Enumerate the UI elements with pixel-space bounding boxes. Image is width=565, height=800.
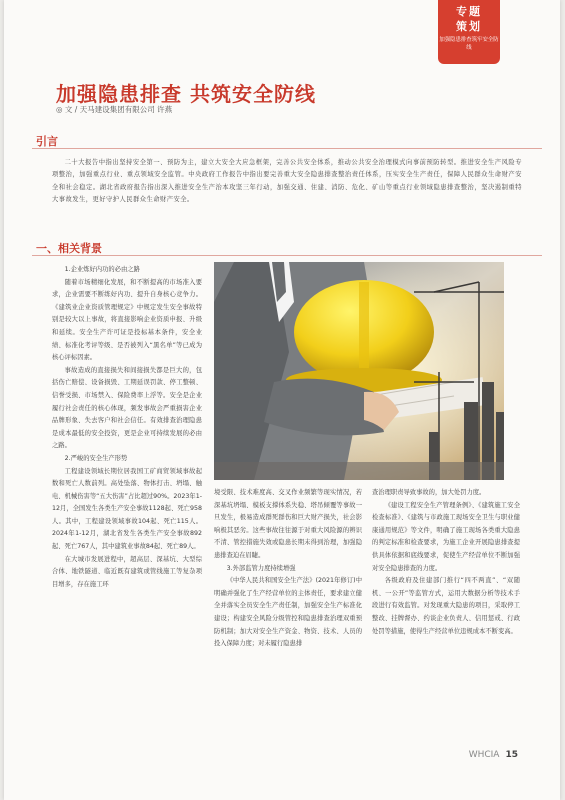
background-heading: 一、相关背景 [36,242,102,255]
footer-brand: WHCIA [468,750,500,760]
hardhat-photo [214,262,504,480]
article-title: 加强隐患排查 共筑安全防线 [56,82,316,106]
paragraph: 查治理职责导致事故的，加大处罚力度。 [372,489,486,496]
paragraph: 事故造成的直接损失和间接损失都是巨大的，包括伤亡赔偿、设备损毁、工期延误罚款、停工整顿、信誉受损、市场禁入、保险费率上浮等。安全是企业履行社会责任的核心体现，频发事故会严重损害企业品牌形象、失去客户和社会信任。有效排查治理隐患是成本最低的安全投资，更是企业可持续发展的必由之路。 [52,366,202,450]
page-footer [469,750,518,760]
topic-badge [438,0,500,64]
article-author: ◎ 文 / 天马建设集团有限公司 许燕 [56,105,173,114]
hardhat-photo-illustration [214,262,504,480]
paragraph: 《建设工程安全生产管理条例》、《建筑施工安全检查标准》、《建筑与市政施工现场安全卫生与职业健康通用规范》等文件，明确了施工现场各类重大隐患的判定标准和检查要求，为施工企业开展隐患排查提供具体依据和底线要求，促使生产经营单位不断加强对安全隐患排查的力度。 [372,501,520,572]
paragraph: 在大城市发展进程中，超高层、深基坑、大型综合体、地铁隧道、临近既有建筑或管线施工等复杂项目增多，存在施工环 [52,555,202,588]
paragraph: 工程建设领域长期位居我国工矿商贸领域事故起数和死亡人数前列。高处坠落、物体打击、坍塌、触电、机械伤害等“五大伤害”占比超过90%。2023年1-12月，全国发生各类生产安全事故1128起、死亡958人。其中，工程建设领域事故104起、死亡115人。2024年1-12月，湖北省发生各类生产安全事故892起、死亡767人，其中建筑业事故84起、死亡89人。 [52,467,202,551]
subheading-1: 1.企业炼好内功的必由之路 [64,266,140,273]
paragraph: 各级政府及住建部门推行“四不两直”、“双随机、一公开”等监管方式，运用大数据分析等技术手段进行有效监管。对发现重大隐患的项目，采取停工整改、挂牌督办、约谈企业负责人、信用惩戒、行政处罚等措施，使得生产经营单位违规成本不断变高。 [372,577,520,635]
paragraph: 《中华人民共和国安全生产法》(2021年修订)中明确并强化了生产经营单位的主体责任，要求建立健全并落实全员安全生产责任制，加强安全生产标准化建设；构建安全风险分级管控和隐患排查治理双重预防机制；加大对安全生产资金、物资、技术、人员的投入保障力度；对未履行隐患排 [214,577,362,648]
paragraph: 境受限、技术难度高、交叉作业频繁等现实情况，若深基坑坍塌、模板支撑体系失稳、塔吊倾覆等事故一旦发生，极易造成群死群伤和巨大财产损失，社会影响极其恶劣。这些事故往往源于对重大风险源的辨识不清、管控措施失效或隐患长期未得到治理，加强隐患排查迫在眉睫。 [214,489,362,559]
column-1 [52,264,202,591]
column-2 [214,487,362,651]
badge-subtitle: 加强隐患排查筑牢安全防线 [439,37,499,51]
column-3 [372,487,520,638]
intro-paragraph: 二十大报告中指出坚持安全第一、预防为主，建立大安全大应急框架，完善公共安全体系，推动公共安全治理模式向事前预防转型。推进安全生产风险专项整治，加强重点行业、重点领域安全监管。中央政府工作报告中指出要完善重大安全隐患排查整治责任体系，压实安全生产责任，保障人民群众生命财产安全和社会稳定。湖北省政府报告指出深入推进安全生产治本攻坚三年行动，加强交通、住建、消防、危化、矿山等重点行业领域隐患排查整治，坚决遏制重特大事故发生，更好守护人民群众生命财产安全。 [52,159,522,204]
badge-line1: 专题 [456,5,482,18]
subheading-3: 3.外部监管力度持续增强 [226,564,296,572]
magazine-page [4,0,560,800]
intro-heading: 引言 [36,135,58,148]
badge-line2: 策划 [456,20,482,33]
intro-rule [32,148,542,149]
background-rule [32,255,542,256]
paragraph: 随着市场精细化发展，和不断提高的市场准入要求，企业需要不断练好内功、提升自身核心竞争力。《建筑业企业资质管理规定》中规定发生安全事故特别是较大以上事故，将直接影响企业资质申报、升级和延续。安全生产许可证是投标基本条件，安全业绩、标准化考评等级、是否被列入“黑名单”等已成为核心评标因素。 [52,278,202,362]
page-number: 15 [505,750,518,760]
subheading-2: 2.严峻的安全生产形势 [64,454,128,462]
